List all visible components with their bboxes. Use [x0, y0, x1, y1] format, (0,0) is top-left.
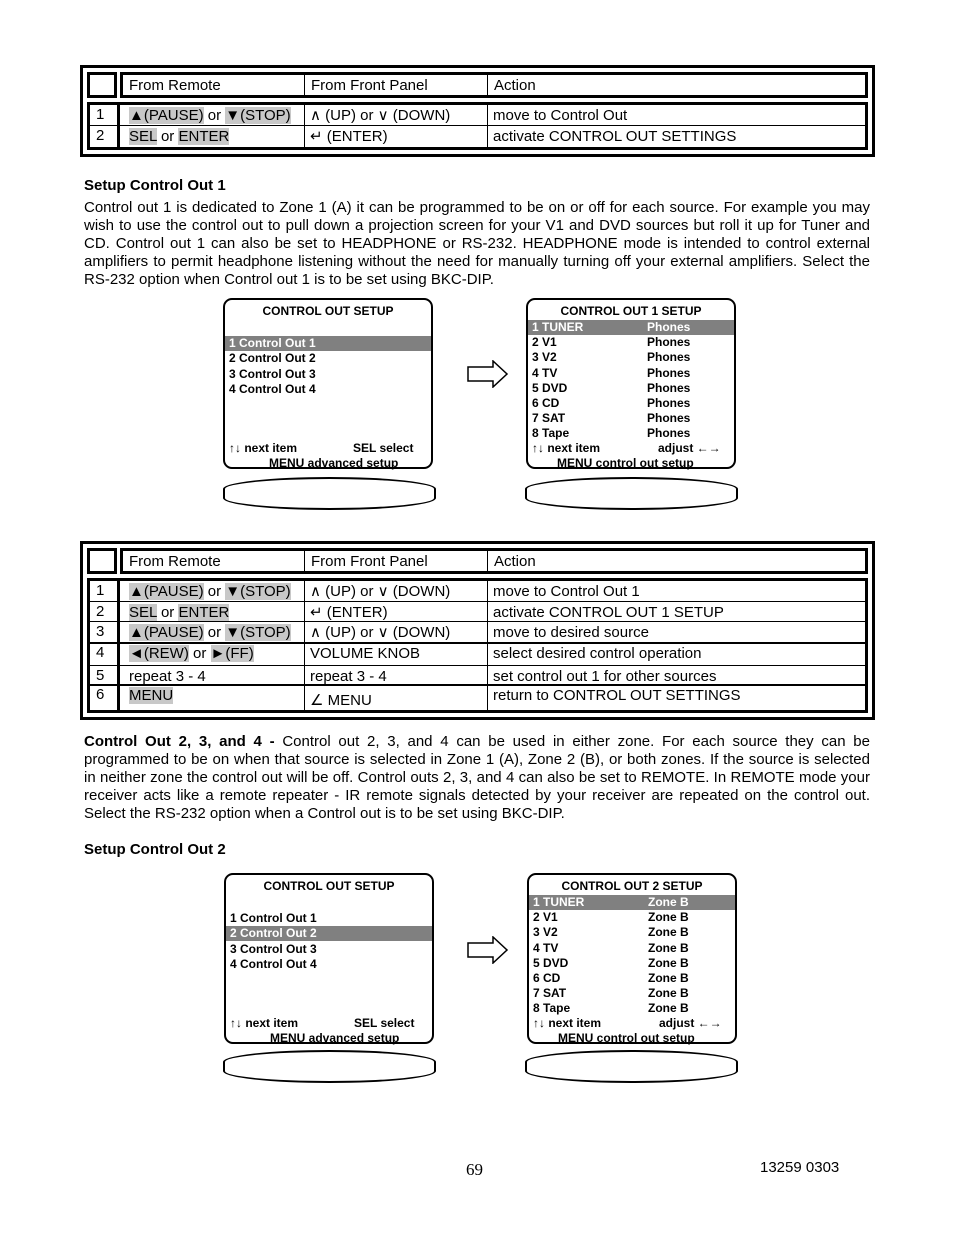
screen-title: CONTROL OUT SETUP	[263, 879, 395, 893]
source-label: 6 CD	[533, 971, 561, 985]
row-number: 6	[96, 686, 105, 703]
screen-title: CONTROL OUT SETUP	[262, 304, 394, 318]
osd-screen-control-out-setup	[224, 873, 434, 1044]
source-item	[529, 895, 735, 910]
source-value: Zone B	[648, 895, 689, 909]
remote-key: SEL	[129, 604, 157, 621]
header-from-front-panel: From Front Panel	[311, 553, 428, 570]
source-item	[533, 925, 735, 940]
screen-title: CONTROL OUT 2 SETUP	[561, 879, 703, 893]
source-label: 1 TUNER	[533, 895, 585, 909]
source-value: Zone B	[648, 940, 689, 955]
source-item	[528, 320, 734, 335]
page-number: 69	[466, 1160, 483, 1179]
source-label: 5 DVD	[533, 955, 569, 970]
front-panel-cell: VOLUME KNOB	[310, 645, 421, 662]
source-value: Phones	[647, 365, 691, 380]
source-value: Phones	[647, 320, 691, 334]
table-body	[87, 102, 868, 150]
remote-key: ▲(PAUSE)	[129, 624, 204, 641]
remote-cell	[123, 107, 291, 124]
paragraph-text: Control out 2, 3, and 4 can be used in either zone. For each source they can be programmed to be on when that source is selected in Zone 1 (A), Zone 2 (B), or both zones. If the source is selected in neither zone the control out will be off. Control outs 2, 3, and 4 can also be set to REMOTE. In REMOTE mode your receiver acts like a remote repeater - IR remote signals detected by your receiver are repeated on the control out. Select the RS-232 option when a Control out is to be set using BKC-DIP.	[84, 733, 870, 822]
row-number: 1	[96, 106, 105, 123]
nav-hint-left: ↑↓ next item	[532, 441, 601, 455]
nav-hint-right: adjust ←→	[658, 441, 721, 455]
menu-item: 4 Control Out 4	[230, 956, 317, 971]
source-label: 7 SAT	[533, 986, 567, 1001]
section-paragraph-control-out-1: Control out 1 is dedicated to Zone 1 (A) it can be programmed to be on or off for each source. For example you may wish to use the control out to pull down a projection screen for your V1 and DVD sources but roll it up for Tuner and CD. Control out 1 can also be set to HEADPHONE or RS-232. HEADPHONE mode is intended to control external amplifiers to permit headphone listening without the need for manually turning off your external amplifiers. Select the RS-232 option when Control out 1 is to be set using BKC-DIP.	[84, 199, 870, 288]
remote-key: ▲(PAUSE)	[129, 107, 204, 124]
source-item	[533, 986, 735, 1001]
source-value: Phones	[647, 426, 691, 441]
or-text: or	[203, 583, 226, 600]
header-corner-cell	[87, 72, 117, 98]
paragraph-lead: Control Out 2, 3, and 4 -	[84, 733, 275, 750]
screen-base	[525, 1050, 738, 1083]
nav-hint-right: adjust ←→	[659, 1016, 722, 1030]
menu-item: 4 Control Out 4	[229, 381, 316, 396]
source-label: 3 V2	[532, 350, 557, 365]
row-number: 2	[96, 127, 105, 144]
source-item	[533, 1001, 735, 1016]
arrow-right-icon	[467, 360, 509, 388]
remote-cell	[123, 668, 206, 685]
header-action: Action	[494, 553, 536, 570]
remote-key: ◄(REW)	[129, 645, 189, 662]
or-text: or	[203, 624, 226, 641]
remote-cell	[123, 128, 229, 145]
action-cell: select desired control operation	[493, 645, 702, 662]
menu-item: 3 Control Out 3	[229, 366, 316, 381]
instruction-table-2	[80, 541, 875, 720]
source-item	[532, 335, 734, 350]
nav-hint-left: ↑↓ next item	[229, 441, 298, 455]
screen-base	[223, 1050, 436, 1083]
section-heading-control-out-2: Setup Control Out 2	[84, 841, 226, 858]
source-label: 6 CD	[532, 396, 560, 410]
source-item	[532, 350, 734, 365]
menu-hint: MENU control out setup	[558, 1031, 695, 1045]
front-panel-cell: ↵ (ENTER)	[310, 128, 388, 145]
action-cell: activate CONTROL OUT 1 SETUP	[493, 604, 724, 621]
nav-hint-left: ↑↓ next item	[230, 1016, 299, 1030]
osd-screen-control-out-setup	[223, 298, 433, 469]
source-item	[533, 971, 735, 986]
or-text: or	[156, 128, 179, 145]
source-item	[533, 910, 735, 925]
header-corner-cell	[87, 548, 117, 574]
remote-cell	[123, 583, 291, 600]
row-number: 4	[96, 644, 105, 661]
source-label: 8 Tape	[533, 1001, 571, 1016]
front-panel-cell: ∧ (UP) or ∨ (DOWN)	[310, 107, 451, 124]
source-item	[532, 411, 734, 426]
action-cell: set control out 1 for other sources	[493, 668, 717, 685]
source-label: 2 V1	[533, 910, 558, 925]
header-from-remote: From Remote	[129, 553, 221, 570]
source-value: Zone B	[648, 971, 689, 985]
screen-base	[223, 477, 436, 510]
action-cell: activate CONTROL OUT SETTINGS	[493, 128, 737, 145]
nav-hint-right: SEL select	[354, 1016, 415, 1030]
osd-screen-control-out-2-setup	[527, 873, 737, 1044]
source-label: 8 Tape	[532, 426, 570, 441]
menu-hint: MENU control out setup	[557, 456, 694, 470]
row-number: 5	[96, 667, 105, 684]
nav-hint-right: SEL select	[353, 441, 414, 455]
row-number: 3	[96, 623, 105, 640]
source-value: Zone B	[648, 955, 689, 970]
remote-key: ▼(STOP)	[225, 107, 291, 124]
instruction-table-1	[80, 65, 875, 157]
source-label: 4 TV	[532, 365, 558, 380]
menu-item: 1 Control Out 1	[230, 911, 317, 925]
table-header	[87, 548, 868, 574]
or-text: or	[203, 107, 226, 124]
source-item	[533, 956, 735, 971]
menu-item: 2 Control Out 2	[229, 351, 316, 366]
header-from-front-panel: From Front Panel	[311, 77, 428, 94]
remote-cell	[123, 624, 291, 641]
remote-key: repeat 3 - 4	[129, 668, 206, 685]
menu-item: 1 Control Out 1	[225, 336, 431, 351]
source-item	[532, 426, 734, 441]
remote-cell	[123, 645, 254, 662]
source-item	[532, 396, 734, 411]
remote-cell	[123, 687, 173, 704]
source-value: Phones	[647, 380, 691, 395]
menu-hint: MENU advanced setup	[270, 1031, 400, 1045]
document-code: 13259 0303	[760, 1159, 840, 1176]
front-panel-cell: ∠ MENU	[310, 692, 372, 709]
front-panel-cell: ∧ (UP) or ∨ (DOWN)	[310, 583, 451, 600]
remote-cell	[123, 604, 229, 621]
source-item	[532, 381, 734, 396]
action-cell: move to Control Out	[493, 107, 628, 124]
source-label: 2 V1	[532, 335, 557, 350]
header-from-remote: From Remote	[129, 77, 221, 94]
remote-key: MENU	[129, 687, 174, 704]
source-label: 4 TV	[533, 940, 559, 955]
remote-key: ENTER	[178, 128, 230, 145]
row-number: 2	[96, 603, 105, 620]
header-action: Action	[494, 77, 536, 94]
source-label: 1 TUNER	[532, 320, 584, 334]
source-item	[533, 941, 735, 956]
source-item	[532, 366, 734, 381]
section-paragraph-control-out-2-4	[84, 733, 870, 823]
action-cell: return to CONTROL OUT SETTINGS	[493, 687, 741, 704]
front-panel-cell: ∧ (UP) or ∨ (DOWN)	[310, 624, 451, 641]
source-value: Phones	[647, 335, 691, 350]
source-value: Zone B	[648, 986, 689, 1001]
or-text: or	[188, 645, 211, 662]
source-label: 5 DVD	[532, 380, 568, 395]
osd-screen-control-out-1-setup	[526, 298, 736, 469]
source-value: Phones	[647, 350, 691, 365]
screen-title: CONTROL OUT 1 SETUP	[560, 304, 702, 318]
screen-base	[525, 477, 738, 510]
source-value: Zone B	[648, 925, 689, 940]
table-body	[87, 578, 868, 713]
source-value: Zone B	[648, 1001, 689, 1016]
remote-key: SEL	[129, 128, 157, 145]
front-panel-cell: ↵ (ENTER)	[310, 604, 388, 621]
front-panel-cell: repeat 3 - 4	[310, 668, 387, 685]
row-number: 1	[96, 582, 105, 599]
or-text: or	[156, 604, 179, 621]
remote-key: ENTER	[178, 604, 230, 621]
table-header	[87, 72, 868, 98]
source-label: 7 SAT	[532, 411, 566, 426]
source-label: 3 V2	[533, 925, 558, 940]
menu-item: 2 Control Out 2	[226, 926, 432, 941]
menu-hint: MENU advanced setup	[269, 456, 399, 470]
arrow-right-icon	[467, 936, 509, 964]
action-cell: move to Control Out 1	[493, 583, 640, 600]
section-heading-control-out-1: Setup Control Out 1	[84, 177, 226, 194]
menu-item: 3 Control Out 3	[230, 941, 317, 956]
source-value: Phones	[647, 396, 691, 410]
source-value: Phones	[647, 411, 691, 426]
source-value: Zone B	[648, 910, 689, 925]
remote-key: ►(FF)	[210, 645, 254, 662]
remote-key: ▼(STOP)	[225, 583, 291, 600]
action-cell: move to desired source	[493, 624, 649, 641]
remote-key: ▼(STOP)	[225, 624, 291, 641]
remote-key: ▲(PAUSE)	[129, 583, 204, 600]
nav-hint-left: ↑↓ next item	[533, 1016, 602, 1030]
